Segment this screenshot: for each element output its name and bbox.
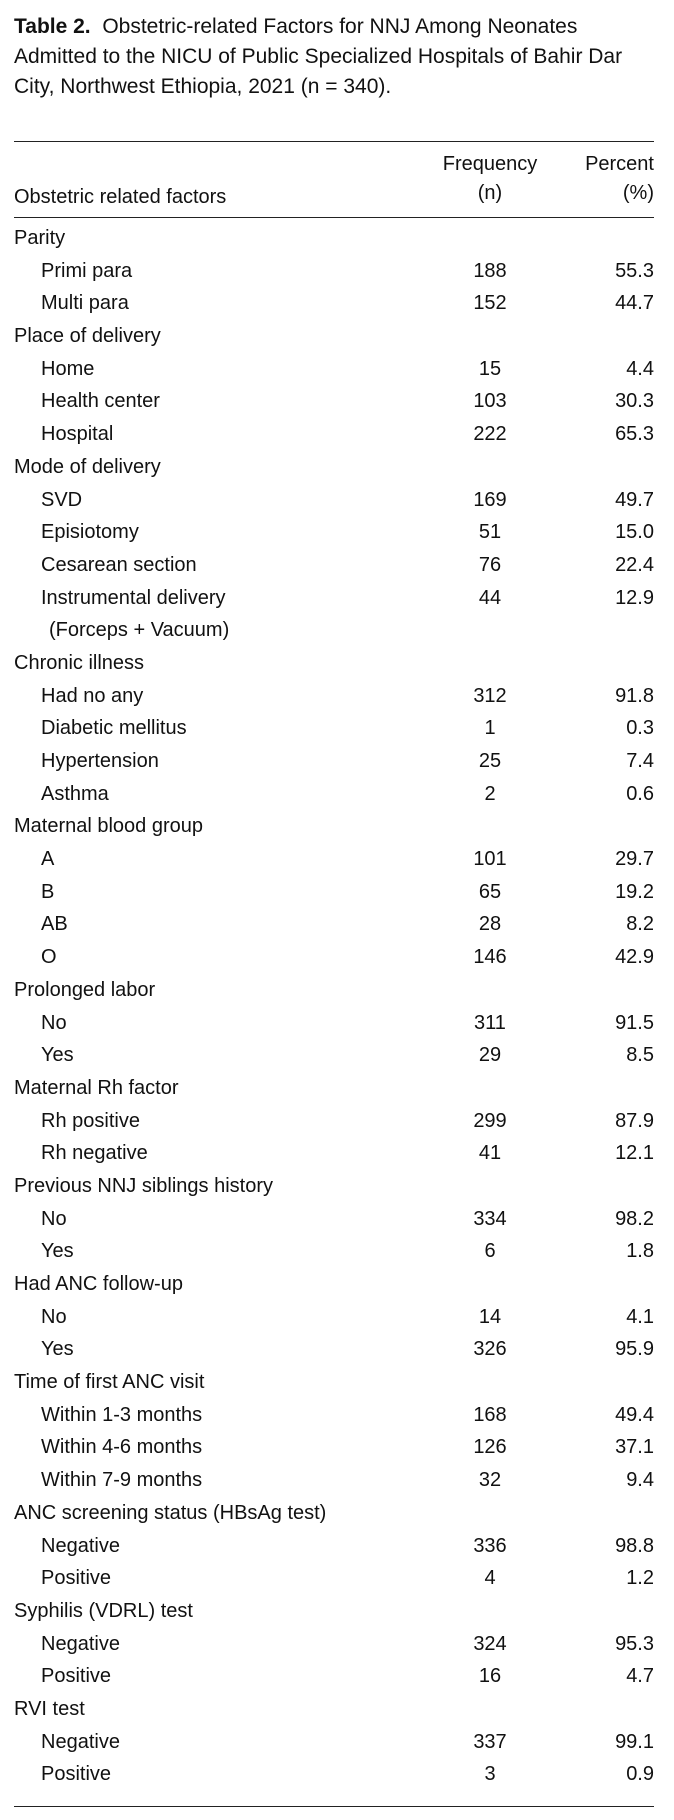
frequency-cell: 3 [484,1763,496,1786]
table-row [14,908,654,941]
row-label [41,385,160,418]
table-row [14,680,654,713]
row-label-text: Parity [14,227,66,249]
percent-cell: 12.9 [615,586,654,609]
frequency-cell: 44 [478,586,502,609]
percent-cell: 42.9 [615,946,654,969]
row-label-continuation: (Forceps + Vacuum) [49,619,230,642]
frequency-cell: 312 [473,684,507,707]
row-label-text: ANC screening status (HBsAg test) [14,1501,327,1524]
table-row [14,1530,654,1563]
percent-cell: 37.1 [615,1436,654,1459]
group-header-row [14,1072,654,1105]
row-label-text: Syphilis (VDRL) test [14,1599,193,1622]
table-row [14,843,654,876]
row-label [41,1399,202,1432]
percent-cell: 98.2 [615,1207,654,1230]
group-label [14,974,155,1007]
frequency-cell: 15 [478,357,502,380]
frequency-cell: 4 [484,1567,496,1590]
row-label-text: Chronic illness [14,651,145,674]
row-label [41,1235,74,1268]
row-label-text: Rh negative [41,1142,148,1165]
row-label-text: Hospital [41,423,114,446]
row-label-text: Home [41,357,95,380]
group-header-row [14,1693,654,1726]
row-label-text: A [41,848,55,871]
group-label [14,810,203,843]
frequency-cell: 76 [478,553,502,576]
group-header-row [14,320,654,353]
group-label [14,222,65,255]
table-row [14,287,654,320]
row-label-text: AB [41,913,68,936]
table-caption [14,12,654,102]
percent-cell: 95.9 [615,1338,654,1361]
row-label [41,1660,111,1693]
percent-cell: 19.2 [615,880,654,903]
frequency-cell: 1 [484,717,496,740]
group-label [14,1595,193,1628]
group-label [14,1072,179,1105]
percent-cell: 4.7 [626,1665,654,1688]
frequency-cell: 326 [473,1338,507,1361]
bottom-rule [14,1806,654,1807]
table-row [14,1137,654,1170]
percent-cell: 55.3 [615,259,654,282]
group-header-row [14,1497,654,1530]
frequency-cell: 32 [478,1469,502,1492]
row-label-text: Negative [41,1730,120,1753]
row-label-text: Within 4-6 months [41,1436,203,1459]
percent-cell: 8.5 [626,1044,654,1067]
row-label [41,778,109,811]
percent-cell: 29.7 [615,848,654,871]
frequency-cell: 28 [478,913,502,936]
table-row [14,1660,654,1693]
row-label-text: Negative [41,1632,120,1655]
row-label-text: Primi para [41,259,133,282]
frequency-cell: 51 [478,521,502,544]
row-label-text: Episiotomy [41,521,139,544]
row-label-text: Had no any [41,684,144,707]
percent-cell: 91.8 [615,684,654,707]
row-label-text: Rh positive [41,1109,140,1132]
group-label [14,320,161,353]
table-row [14,516,654,549]
row-label-text: RVI test [14,1697,85,1720]
table-row [14,1203,654,1236]
row-label [41,1137,148,1170]
row-label-text: Positive [41,1763,112,1786]
table-row [14,1562,654,1595]
frequency-cell: 311 [474,1011,506,1034]
percent-cell: 65.3 [615,423,654,446]
table-row [14,1235,654,1268]
row-label [41,1530,120,1563]
group-header-row [14,222,654,255]
frequency-cell: 41 [478,1142,502,1165]
row-label [41,1007,67,1040]
group-label [14,1693,85,1726]
frequency-cell: 169 [473,488,507,511]
header-rule [14,217,654,218]
row-label [41,484,82,517]
row-label-text: Yes [41,1240,74,1263]
frequency-cell: 16 [478,1665,502,1688]
header-percent-line2: (%) [622,182,654,204]
header-frequency-line2: (n) [477,182,503,204]
percent-cell: 22.4 [615,553,654,576]
percent-cell: 87.9 [615,1109,654,1132]
row-label-text: Had ANC follow-up [14,1273,183,1296]
percent-cell: 1.2 [626,1567,654,1590]
frequency-cell: 337 [473,1730,507,1753]
group-header-row [14,1595,654,1628]
row-label [41,908,68,941]
group-label [14,1170,273,1203]
percent-cell: 15.0 [615,521,654,544]
percent-cell: 30.3 [615,390,654,413]
percent-cell: 44.7 [615,292,654,315]
row-label [41,287,129,320]
percent-cell: 9.4 [626,1469,654,1492]
percent-cell: 12.1 [615,1142,654,1165]
table-row [14,353,654,386]
frequency-cell: 103 [473,390,507,413]
row-label [41,516,139,549]
table-row [14,385,654,418]
table-row [14,255,654,288]
row-label-text: Maternal blood group [14,815,204,838]
table-row [14,778,654,811]
row-label [41,1726,120,1759]
group-header-row [14,1170,654,1203]
row-label-text: No [41,1305,67,1328]
group-header-row [14,451,654,484]
row-label-text: Prolonged labor [14,978,156,1001]
table-row [14,1628,654,1661]
header-frequency [430,150,550,208]
row-label-text: Multi para [41,292,129,315]
group-header-row [14,1366,654,1399]
percent-cell: 1.8 [626,1240,654,1263]
frequency-cell: 29 [478,1044,502,1067]
row-label-text: SVD [41,488,83,511]
table-row [14,549,654,582]
row-label [41,1203,67,1236]
frequency-cell: 222 [473,423,507,446]
row-label [41,353,94,386]
row-label [41,680,143,713]
group-header-row [14,974,654,1007]
row-label [41,1333,74,1366]
row-label [41,1105,140,1138]
percent-cell: 4.4 [626,357,654,380]
frequency-cell: 334 [473,1207,507,1230]
percent-cell: 95.3 [615,1632,654,1655]
row-label-text: Diabetic mellitus [41,717,187,740]
row-label [41,941,57,974]
row-label-text: Mode of delivery [14,455,161,478]
row-label [41,1628,120,1661]
table-row [14,941,654,974]
frequency-cell: 146 [473,946,507,969]
table-row [14,1431,654,1464]
row-label [41,1562,111,1595]
group-header-row [14,810,654,843]
row-label [41,582,229,647]
frequency-cell: 299 [473,1109,507,1132]
table-label: Table 2. [14,15,91,38]
header-factor: Obstetric related factors [14,186,227,208]
table-row [14,1007,654,1040]
row-label-text: Time of first ANC visit [14,1371,205,1394]
frequency-cell: 65 [478,880,502,903]
frequency-cell: 152 [473,292,507,315]
header-frequency-line1: Frequency [442,153,538,175]
table-title: Obstetric-related Factors for NNJ Among Neonates Admitted to the NICU of Public Specialized Hospitals of Bahir Dar City, Northwest Ethiopia, 2021 (n = 340). [14,15,623,98]
row-label [41,418,113,451]
frequency-cell: 126 [473,1436,507,1459]
frequency-cell: 2 [484,782,496,805]
table-row [14,1399,654,1432]
table-row [14,484,654,517]
row-label [41,255,132,288]
top-rule [14,141,654,142]
row-label-text: Asthma [41,782,109,805]
percent-cell: 8.2 [626,913,654,936]
row-label-text: Hypertension [41,750,159,773]
row-label [41,549,197,582]
row-label [41,1464,202,1497]
row-label-text: Cesarean section [41,553,197,576]
table-row [14,1105,654,1138]
row-label-text: No [41,1011,67,1034]
row-label-text: Maternal Rh factor [14,1076,179,1099]
percent-cell: 49.4 [615,1403,654,1426]
group-label [14,1497,326,1530]
row-label-text: Positive [41,1567,112,1590]
table-row [14,1758,654,1791]
row-label-text: Negative [41,1534,120,1557]
percent-cell: 49.7 [615,488,654,511]
row-label [41,1431,202,1464]
row-label-text: Within 1-3 months [41,1403,203,1426]
table-row [14,1726,654,1759]
percent-cell: 7.4 [626,750,654,773]
group-label [14,1268,183,1301]
frequency-cell: 168 [473,1403,507,1426]
row-label-text: O [41,946,57,969]
group-label [14,451,161,484]
row-label-text: Yes [41,1044,74,1067]
row-label [41,843,54,876]
row-label [41,1301,67,1334]
table-header [14,150,654,214]
table-row [14,418,654,451]
table-row [14,712,654,745]
group-header-row [14,1268,654,1301]
table-row [14,1039,654,1072]
group-label [14,1366,204,1399]
frequency-cell: 6 [484,1240,496,1263]
row-label [41,1039,74,1072]
percent-cell: 91.5 [615,1011,654,1034]
row-label-text: Place of delivery [14,325,161,348]
table-body [14,222,654,1791]
frequency-cell: 14 [478,1305,502,1328]
row-label-text: Instrumental delivery [41,586,226,609]
table-row [14,1464,654,1497]
table-row [14,745,654,778]
percent-cell: 99.1 [615,1730,654,1753]
row-label-text: Within 7-9 months [41,1469,203,1492]
row-label-text: No [41,1207,67,1230]
row-label-text: B [41,880,55,903]
group-label [14,647,144,680]
frequency-cell: 25 [478,750,502,773]
group-header-row [14,647,654,680]
header-percent-line1: Percent [585,153,654,175]
frequency-cell: 101 [473,848,507,871]
row-label-text: Previous NNJ siblings history [14,1174,273,1197]
percent-cell: 4.1 [626,1305,654,1328]
row-label-text: Health center [41,390,160,413]
percent-cell: 0.3 [626,717,654,740]
percent-cell: 98.8 [615,1534,654,1557]
frequency-cell: 336 [473,1534,507,1557]
table-row [14,1301,654,1334]
frequency-cell: 324 [473,1632,507,1655]
percent-cell: 0.9 [626,1763,654,1786]
row-label-text: Positive [41,1665,112,1688]
table-row [14,1333,654,1366]
row-label [41,712,187,745]
header-percent [554,150,654,208]
row-label [41,1758,111,1791]
frequency-cell: 188 [473,259,507,282]
row-label [41,745,159,778]
row-label-text: Yes [41,1338,74,1361]
row-label [41,876,54,909]
table-row [14,876,654,909]
percent-cell: 0.6 [626,782,654,805]
table-row [14,582,654,647]
